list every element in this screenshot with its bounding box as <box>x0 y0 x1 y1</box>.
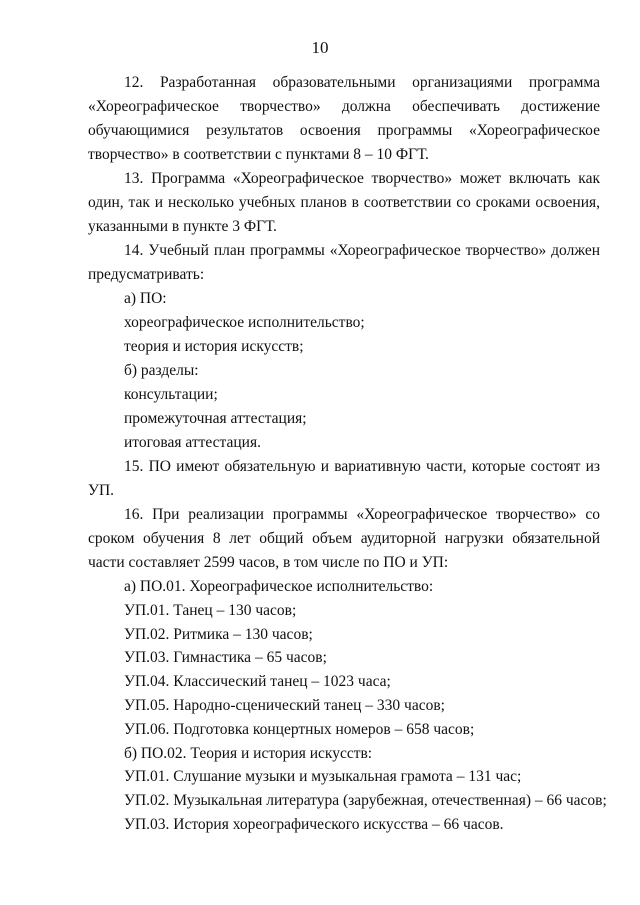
list-item: УП.05. Народно-сценический танец – 330 часов; <box>124 696 445 714</box>
list-item: УП.03. Гимнастика – 65 часов; <box>124 649 327 667</box>
list-item: УП.01. Танец – 130 часов; <box>124 601 297 619</box>
list-item: промежуточная аттестация; <box>124 410 307 427</box>
list-item: а) ПО.01. Хореографическое исполнительство: <box>124 578 434 595</box>
list-item: итоговая аттестация. <box>124 434 261 451</box>
paragraph-14: 14. Учебный план программы «Хореографическое творчество» должен предусматривать: <box>88 242 600 283</box>
list-item: а) ПО: <box>124 290 167 307</box>
list-item: теория и история искусств; <box>124 338 304 355</box>
list-item: УП.02. Музыкальная литература (зарубежная, отечественная) – 66 часов; <box>124 792 607 810</box>
page-number: 10 <box>311 38 329 57</box>
document-body <box>88 71 607 837</box>
list-item: б) ПО.02. Теория и история искусств: <box>124 744 373 762</box>
paragraph-16: 16. При реализации программы «Хореографическое творчество» со сроком обучения 8 лет общий объем аудиторной нагрузки обязательной части составляет 2599 часов, в том числе по ПО и УП: <box>88 506 600 571</box>
list-item: УП.02. Ритмика – 130 часов; <box>124 625 313 643</box>
list-item: б) разделы: <box>124 362 199 379</box>
paragraph-12: 12. Разработанная образовательными организациями программа «Хореографическое творчество» должна обеспечивать достижение обучающимися результатов освоения программы «Хореографическое творчество» в соответствии с пунктами 8 – 10 ФГТ. <box>88 74 600 163</box>
list-item: консультации; <box>124 386 218 403</box>
list-item: УП.04. Классический танец – 1023 часа; <box>124 673 391 691</box>
list-item: хореографическое исполнительство; <box>124 314 365 331</box>
paragraph-15: 15. ПО имеют обязательную и вариативную части, которые состоят из УП. <box>88 458 600 499</box>
list-item: УП.03. История хореографического искусства – 66 часов. <box>124 815 504 833</box>
list-item: УП.06. Подготовка концертных номеров – 658 часов; <box>124 720 475 738</box>
paragraph-13: 13. Программа «Хореографическое творчество» может включать как один, так и несколько учебных планов в соответствии со сроками освоения, указанными в пункте 3 ФГТ. <box>88 170 600 235</box>
list-item: УП.01. Слушание музыки и музыкальная грамота – 131 час; <box>124 768 522 786</box>
